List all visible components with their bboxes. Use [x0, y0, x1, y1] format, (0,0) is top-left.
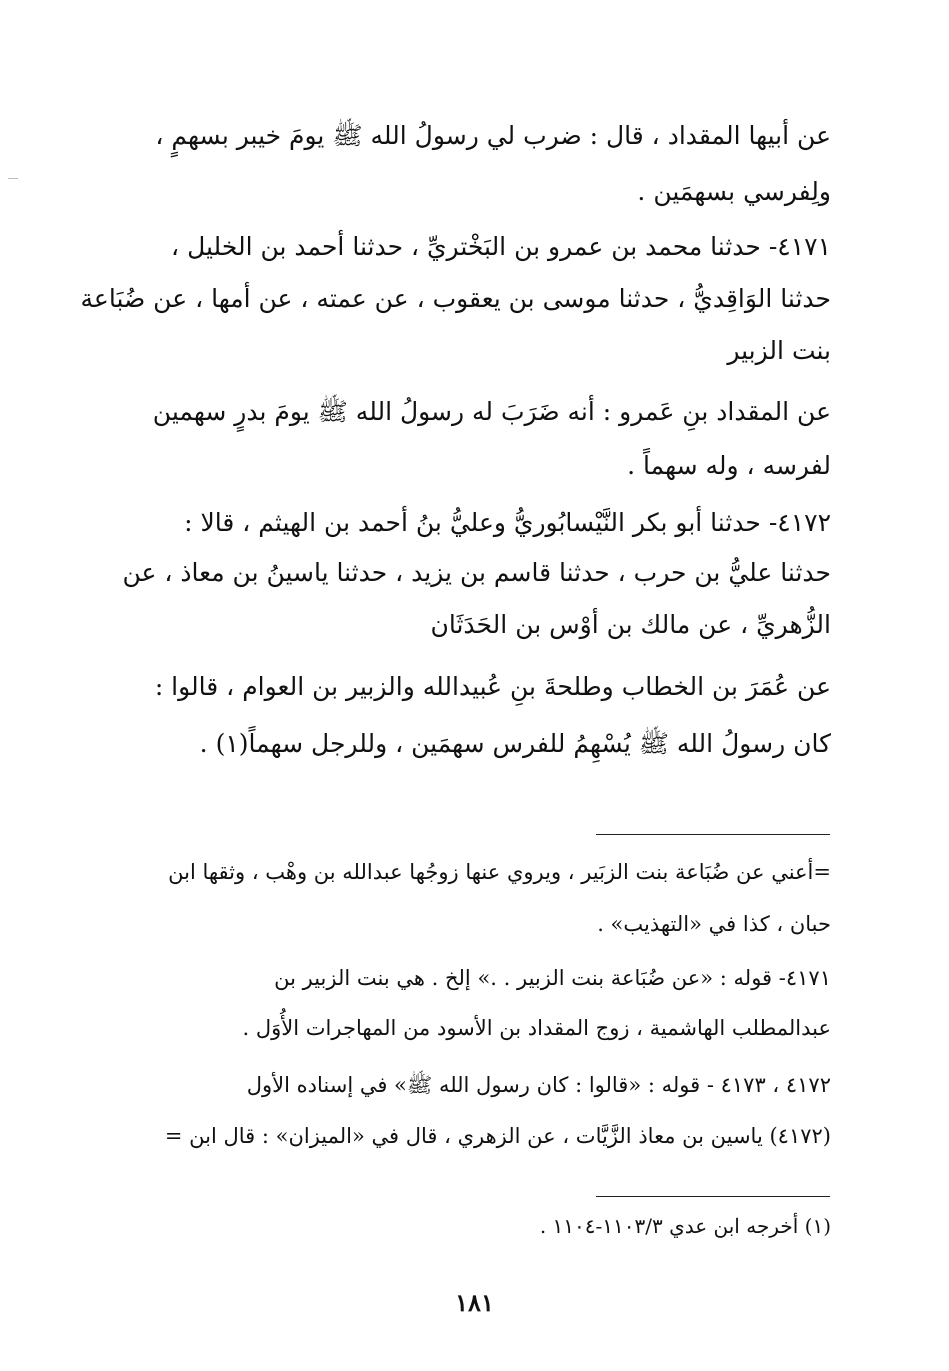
main-line: ولِفرسي بسهمَين .	[637, 177, 831, 206]
commentary-line: (٤١٧٢) ياسين بن معاذ الزَّيَّات ، عن الزهري ، قال في «الميزان» : قال ابن =	[164, 1124, 831, 1148]
commentary-line: عبدالمطلب الهاشمية ، زوج المقداد بن الأسود من المهاجرات الأُوَل .	[242, 1016, 831, 1040]
main-line: لفرسه ، وله سهماً .	[627, 451, 831, 480]
main-line: حدثنا الوَاقِديُّ ، حدثنا موسى بن يعقوب ، عن عمته ، عن أمها ، عن ضُبَاعة	[80, 284, 831, 313]
footnote: (١) أخرجه ابن عدي ١١٠٣/٣-١١٠٤ .	[539, 1214, 831, 1238]
main-line: كان رسولُ الله ﷺ يُسْهِمُ للفرس سهمَين ، وللرجل سهماً(١) .	[199, 729, 831, 758]
hadith-4171-line: ٤١٧١- حدثنا محمد بن عمرو بن البَخْتريِّ ، حدثنا أحمد بن الخليل ،	[171, 232, 831, 261]
main-line: الزُّهريِّ ، عن مالك بن أوْس بن الحَدَثَان	[430, 610, 831, 639]
page-number: ١٨١	[455, 1288, 494, 1317]
main-line: بنت الزبير	[727, 336, 831, 365]
margin-mark	[8, 178, 18, 179]
main-line: عن المقداد بنِ عَمرو : أنه ضَرَبَ له رسولُ الله ﷺ يومَ بدرٍ سهمين	[152, 397, 831, 426]
main-line: حدثنا عليُّ بن حرب ، حدثنا قاسم بن يزيد ، حدثنا ياسينُ بن معاذ ، عن	[122, 558, 831, 587]
commentary-line: حبان ، كذا في «التهذيب» .	[597, 912, 831, 936]
main-line: عن عُمَرَ بن الخطاب وطلحةَ بنِ عُبيدالله والزبير بن العوام ، قالوا :	[154, 672, 831, 701]
commentary-separator	[596, 834, 830, 835]
footnote-separator	[596, 1196, 830, 1197]
commentary-line: ٤١٧١- قوله : «عن ضُبَاعة بنت الزبير . .» إلخ . هي بنت الزبير بن	[274, 966, 831, 990]
commentary-line: ٤١٧٢ ، ٤١٧٣ - قوله : «قالوا : كان رسول الله ﷺ» في إسناده الأول	[246, 1073, 831, 1097]
hadith-4172-line: ٤١٧٢- حدثنا أبو بكر النَّيْسابُوريُّ وعليُّ بنُ أحمد بن الهيثم ، قالا :	[184, 508, 831, 537]
main-line: عن أبيها المقداد ، قال : ضرب لي رسولُ الله ﷺ يومَ خيبر بسهمٍ ،	[155, 121, 831, 150]
commentary-line: =أعني عن ضُبَاعة بنت الزبَير ، ويروي عنها زوجُها عبدالله بن وهْب ، وثقها ابن	[168, 860, 831, 884]
